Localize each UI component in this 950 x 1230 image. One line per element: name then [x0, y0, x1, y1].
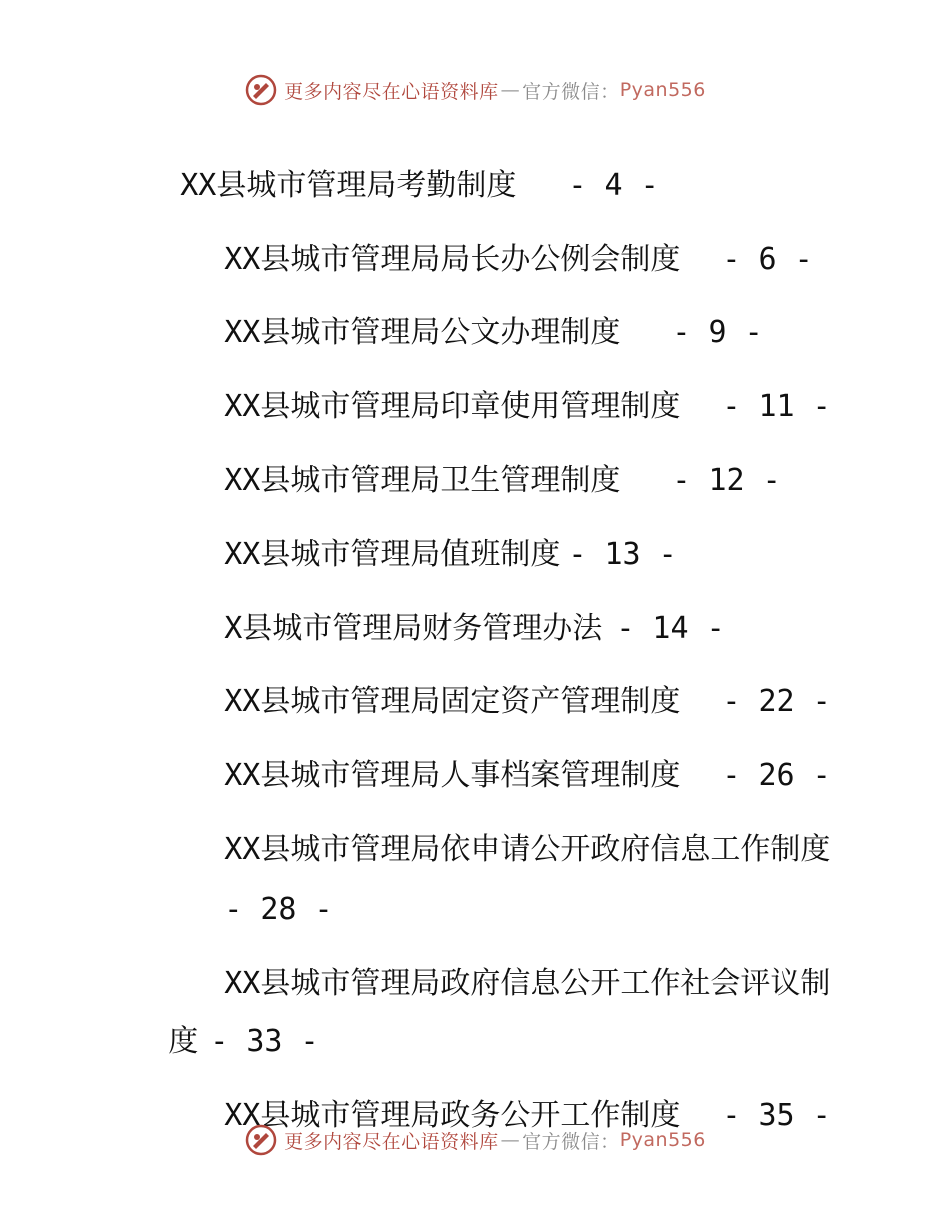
- toc-entry-title: XX县城市管理局人事档案管理制度: [224, 758, 681, 793]
- banner-account: Pyan556: [619, 1129, 706, 1151]
- toc-entry-page: - 12 -: [672, 463, 781, 498]
- toc-entry[interactable]: [152, 273, 950, 350]
- toc-entry-title: XX县城市管理局政府信息公开工作社会评议制: [224, 966, 831, 1001]
- toc-entry-title: XX县城市管理局局长办公例会制度: [224, 242, 681, 277]
- toc-entry-page: - 11 -: [722, 389, 831, 424]
- toc-entry-page: - 33 -: [210, 1024, 319, 1059]
- toc-entry[interactable]: [152, 347, 950, 424]
- toc-entry-title: XX县城市管理局印章使用管理制度: [224, 389, 681, 424]
- toc-entry[interactable]: [152, 421, 950, 498]
- banner-separator: —: [500, 79, 521, 101]
- toc-entry-continuation[interactable]: [152, 850, 950, 927]
- banner-sub-text: 官方微信：: [522, 1130, 620, 1153]
- toc-entry-title: XX县城市管理局卫生管理制度: [224, 463, 621, 498]
- toc-entry[interactable]: [152, 924, 950, 1001]
- toc-entry[interactable]: [152, 642, 950, 719]
- toc-entry[interactable]: [152, 495, 950, 572]
- toc-entry-title: XX县城市管理局固定资产管理制度: [224, 684, 681, 719]
- toc-entry[interactable]: [152, 200, 950, 277]
- toc-entry-title-continuation: 度: [168, 1024, 199, 1059]
- toc-entry-page: - 28 -: [224, 892, 333, 927]
- toc-entry-page: - 14 -: [616, 611, 725, 646]
- toc-entry-page: - 9 -: [672, 315, 763, 350]
- banner-sub-text: 官方微信：: [522, 80, 620, 103]
- toc-entry-title: XX县城市管理局公文办理制度: [224, 315, 621, 350]
- toc-entry[interactable]: [152, 716, 950, 793]
- toc-entry-page: - 35 -: [722, 1098, 831, 1133]
- toc-entry[interactable]: [152, 1056, 950, 1133]
- banner-main-text: 更多内容尽在心语资料库: [284, 1130, 499, 1153]
- banner-separator: —: [500, 1129, 521, 1151]
- toc-entry-title: XX县城市管理局依申请公开政府信息工作制度: [224, 832, 831, 867]
- toc-entry[interactable]: [108, 126, 950, 203]
- banner-account: Pyan556: [619, 79, 706, 101]
- footer-watermark-banner: [0, 1120, 950, 1160]
- toc-entry-page: - 26 -: [722, 758, 831, 793]
- toc-entry-page: - 6 -: [722, 242, 813, 277]
- seal-logo-icon: [244, 1123, 278, 1157]
- toc-entry-continuation[interactable]: [96, 982, 950, 1059]
- toc-entry-title: XX县城市管理局值班制度: [224, 537, 561, 572]
- toc-entry-page: - 4 -: [568, 168, 659, 203]
- toc-entry-title: XX县城市管理局考勤制度: [180, 168, 517, 203]
- toc-entry-page: - 13 -: [568, 537, 677, 572]
- banner-main-text: 更多内容尽在心语资料库: [284, 80, 499, 103]
- toc-entry-title: X县城市管理局财务管理办法: [224, 611, 603, 646]
- toc-entry-title: XX县城市管理局政务公开工作制度: [224, 1098, 681, 1133]
- toc-entry[interactable]: [152, 790, 950, 867]
- toc-entry[interactable]: [152, 569, 950, 646]
- toc-entry-page: - 22 -: [722, 684, 831, 719]
